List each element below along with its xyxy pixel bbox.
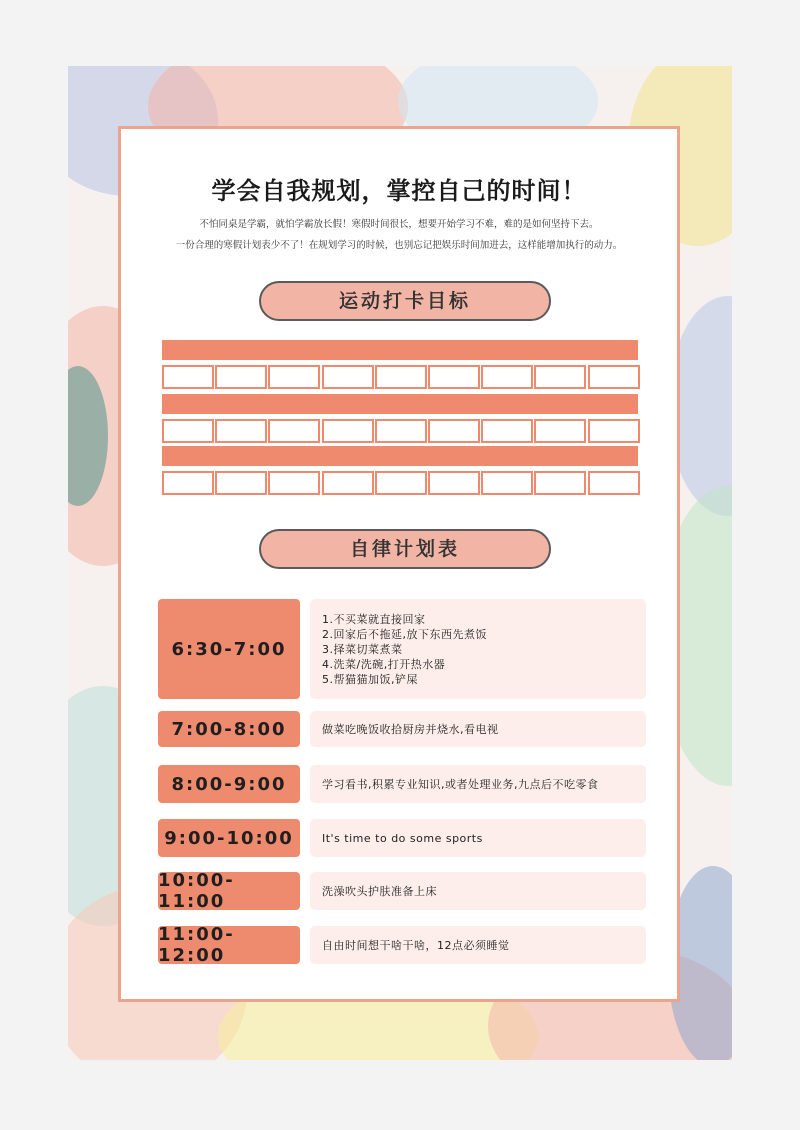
plan-time-slot: 10:00-11:00 [158,872,300,910]
checkin-cell[interactable] [322,365,374,389]
sport-row-header-bar [162,394,638,414]
checkin-cell[interactable] [268,471,320,495]
checkin-cell[interactable] [428,419,480,443]
plan-task-text: 做菜吃晚饭收拾厨房并烧水,看电视 [322,722,499,736]
checkin-cell[interactable] [588,471,640,495]
sport-checkin-row [162,365,640,389]
checkin-cell[interactable] [588,365,640,389]
checkin-cell[interactable] [322,471,374,495]
checkin-cell[interactable] [268,419,320,443]
plan-time-slot: 11:00-12:00 [158,926,300,964]
plan-task-text: 自由时间想干啥干啥，12点必须睡觉 [322,938,510,952]
checkin-cell[interactable] [428,365,480,389]
plan-task-text: 3.择菜切菜煮菜 [322,642,403,656]
plan-task-text: 洗澡吹头护肤准备上床 [322,884,437,898]
checkin-cell[interactable] [162,419,214,443]
plan-time-slot: 7:00-8:00 [158,711,300,747]
sport-section-label: 运动打卡目标 [259,281,551,321]
sport-checkin-row [162,419,640,443]
checkin-cell[interactable] [375,471,427,495]
plan-time-slot: 8:00-9:00 [158,765,300,803]
plan-task-box [310,765,646,803]
sport-row-header-bar [162,446,638,466]
plan-task-box [310,926,646,964]
plan-task-box [310,711,646,747]
checkin-cell[interactable] [215,471,267,495]
sport-checkin-row [162,471,640,495]
checkin-cell[interactable] [588,419,640,443]
plan-task-text: It's time to do some sports [322,831,483,845]
checkin-cell[interactable] [534,471,586,495]
plan-time-slot: 9:00-10:00 [158,819,300,857]
plan-task-box [310,872,646,910]
checkin-cell[interactable] [375,365,427,389]
checkin-cell[interactable] [534,419,586,443]
checkin-cell[interactable] [162,365,214,389]
plan-task-text: 4.洗菜/洗碗,打开热水器 [322,657,446,671]
checkin-cell[interactable] [428,471,480,495]
intro-line-1: 不怕同桌是学霸，就怕学霸放长假！寒假时间很长，想要开始学习不难，难的是如何坚持下去。 [199,219,599,230]
checkin-cell[interactable] [481,471,533,495]
plan-task-text: 5.帮猫猫加饭,铲屎 [322,672,418,686]
intro-line-2: 一份合理的寒假计划表少不了！在规划学习的时候，也别忘记把娱乐时间加进去，这样能增加执行的动力。 [175,240,623,251]
checkin-cell[interactable] [375,419,427,443]
content-card [118,126,680,1002]
plan-task-box [310,819,646,857]
plan-task-text: 1.不买菜就直接回家 [322,612,426,626]
checkin-cell[interactable] [268,365,320,389]
sport-row-header-bar [162,340,638,360]
checkin-cell[interactable] [322,419,374,443]
checkin-cell[interactable] [215,419,267,443]
checkin-cell[interactable] [215,365,267,389]
plan-task-text: 学习看书,积累专业知识,或者处理业务,九点后不吃零食 [322,777,599,791]
checkin-cell[interactable] [162,471,214,495]
plan-task-text: 2.回家后不拖延,放下东西先煮饭 [322,627,487,641]
plan-section-label: 自律计划表 [259,529,551,569]
checkin-cell[interactable] [534,365,586,389]
plan-time-slot: 6:30-7:00 [158,599,300,699]
page-title: 学会自我规划，掌控自己的时间！ [211,177,587,205]
checkin-cell[interactable] [481,419,533,443]
checkin-cell[interactable] [481,365,533,389]
plan-task-box [310,599,646,699]
